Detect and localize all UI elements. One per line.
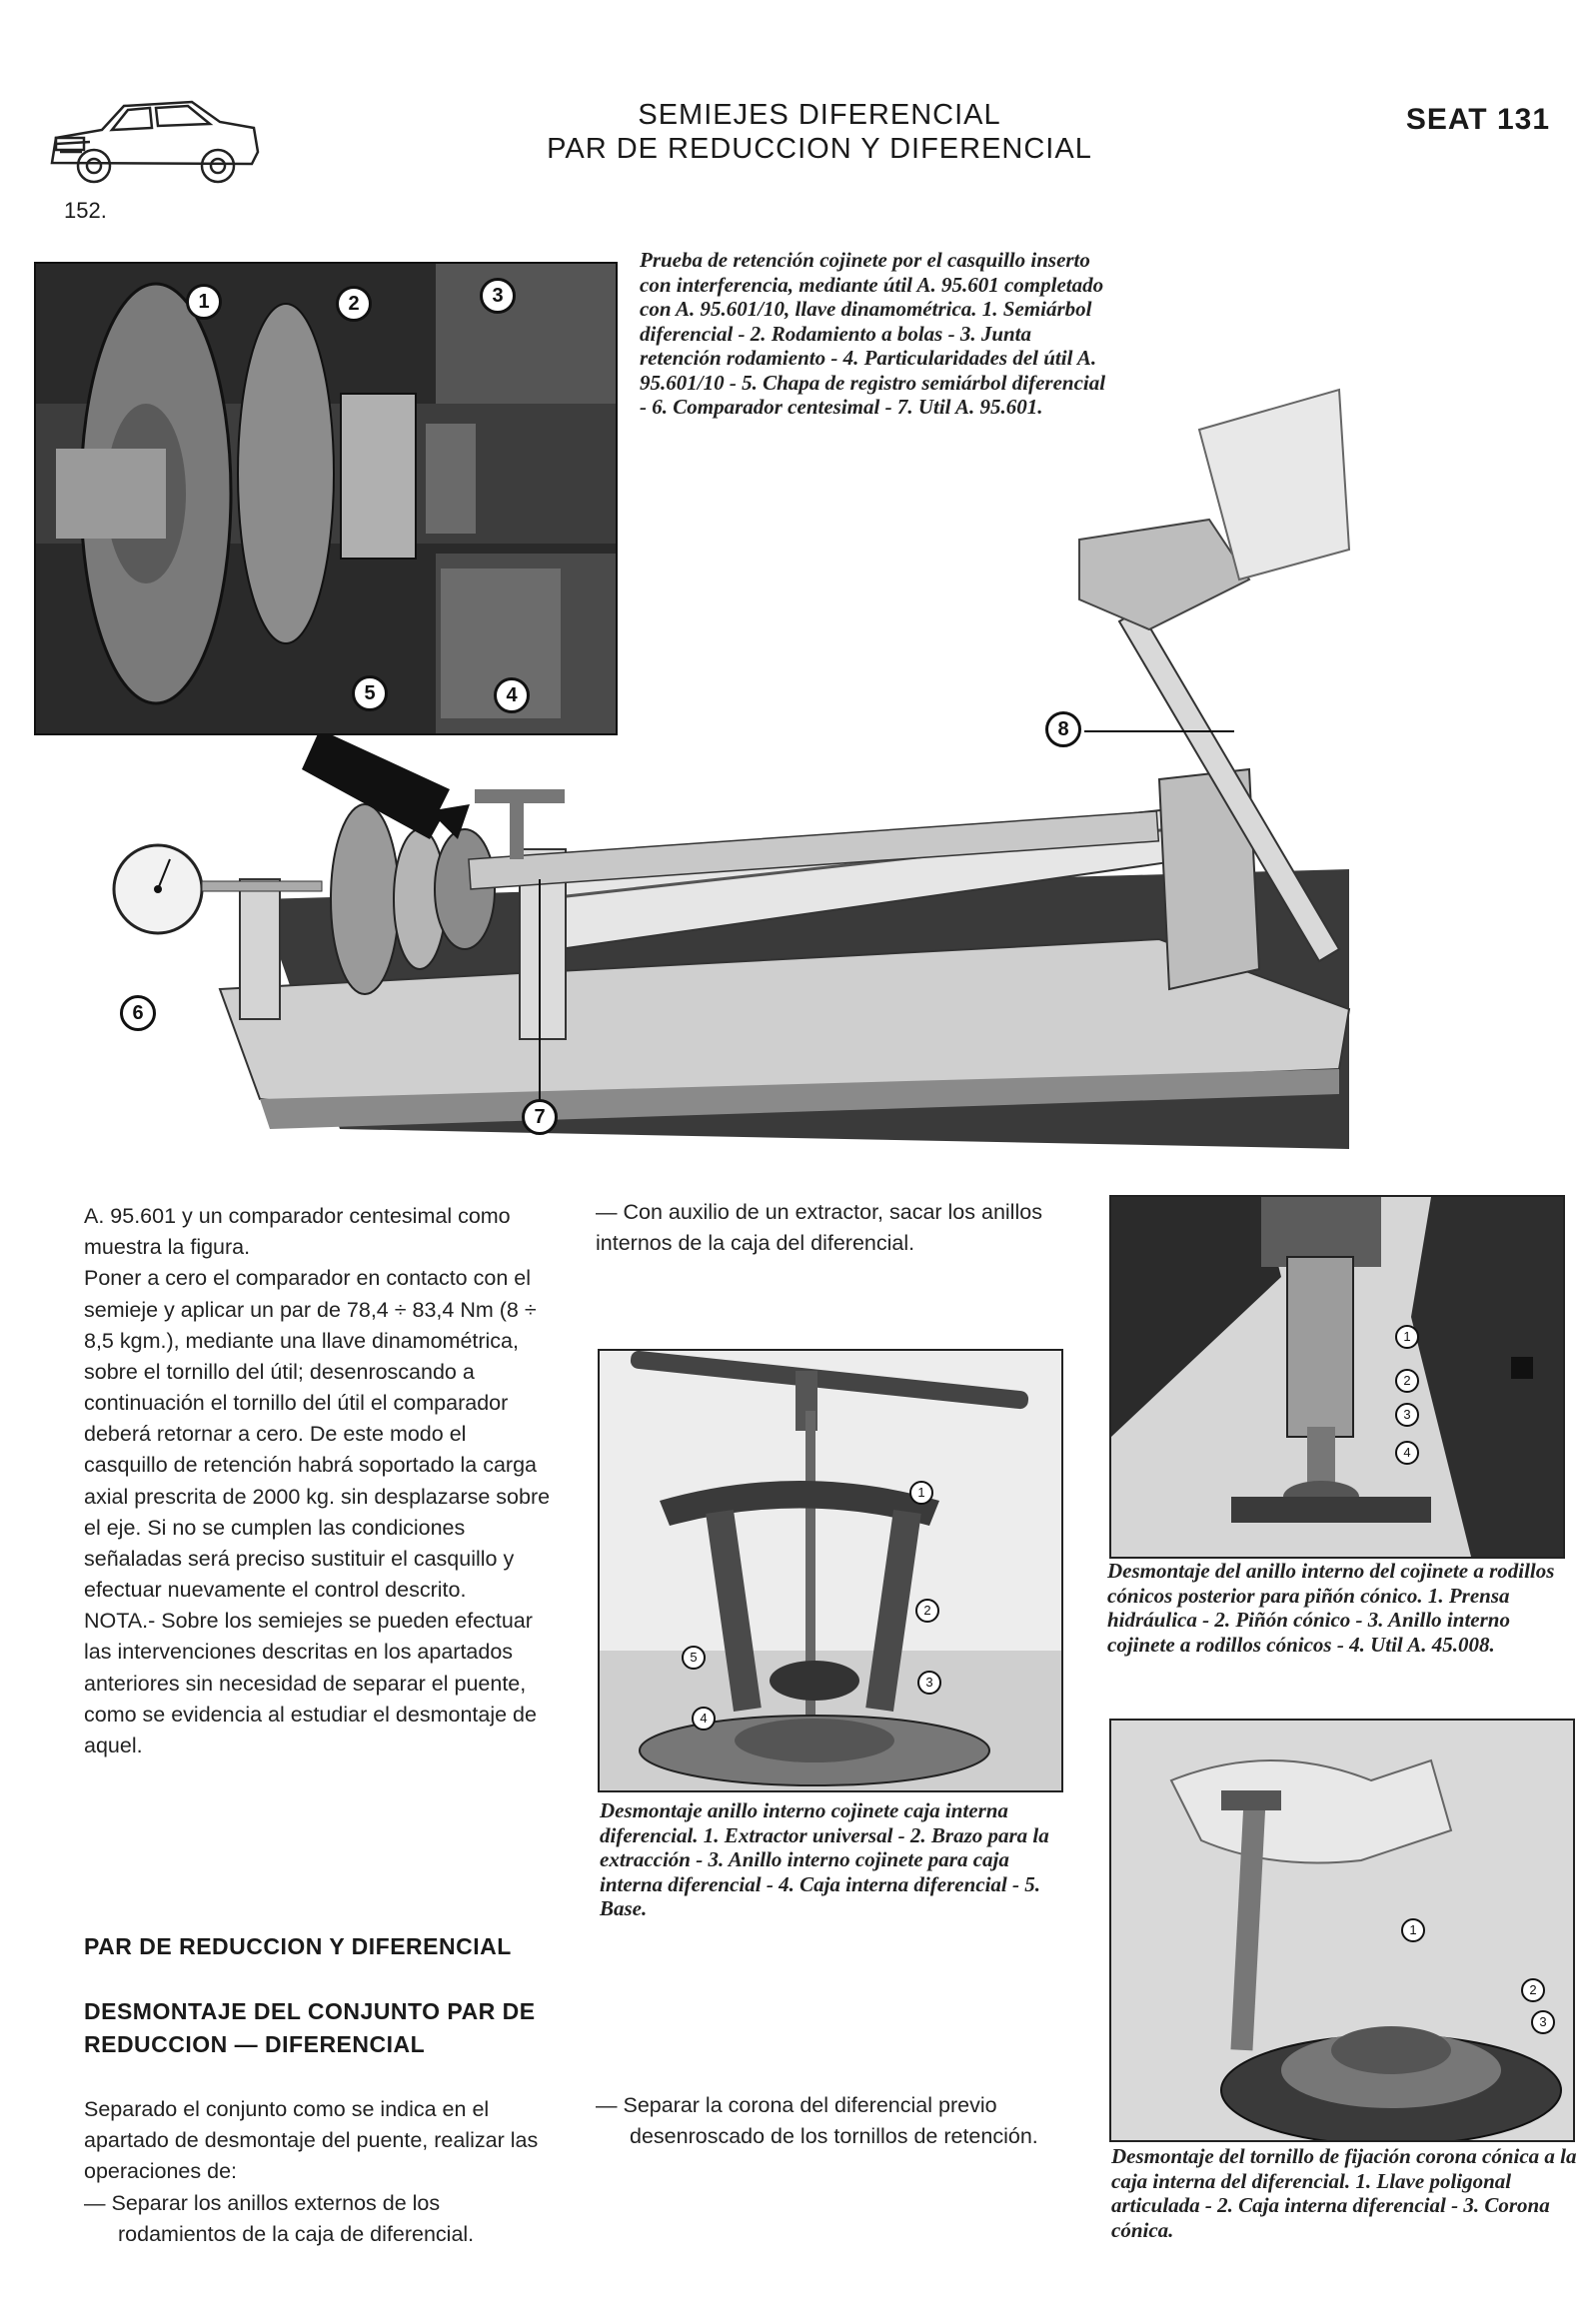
left-column-lower: [84, 2094, 556, 2250]
press-callout-2: 2: [1395, 1369, 1419, 1393]
vehicle-model: SEAT 131: [1405, 103, 1550, 136]
press-callout-1: 1: [1395, 1325, 1419, 1349]
section-heading-2: DESMONTAJE DEL CONJUNTO PAR DE REDUCCION — DIFERENCIAL: [84, 1998, 536, 2057]
wrench-callout-3: 3: [1531, 2010, 1555, 2034]
callout-5: 5: [352, 675, 388, 711]
extractor-callout-4: 4: [692, 1707, 716, 1731]
title-line-1: SEMIEJES DIFERENCIAL: [638, 99, 1001, 131]
wrench-callout-1: 1: [1401, 1918, 1425, 1942]
callout-8: 8: [1045, 711, 1081, 747]
bearing-detail-illustration: [36, 264, 616, 733]
figure-wrench-photo: [1109, 1719, 1575, 2142]
figure-press-photo: [1109, 1195, 1565, 1559]
page-number: 152.: [64, 198, 107, 223]
press-callout-3: 3: [1395, 1403, 1419, 1427]
car-logo-icon: [42, 68, 272, 198]
extractor-callout-1: 1: [909, 1481, 933, 1505]
inset-photo-bearing-detail: [34, 262, 618, 735]
press-figure-caption: Desmontaje del anillo interno del cojinete a rodillos cónicos posterior para piñón cónico. 1. Prensa hidráulica - 2. Piñón cónico - 3. Anillo interno cojinete a rodillos cónicos - 4. Util A. 45.008.: [1107, 1559, 1555, 1657]
callout-3: 3: [480, 278, 516, 314]
left-bullet-1: — Separar los anillos externos de los rodamientos de la caja de diferencial.: [84, 2190, 475, 2246]
callout-2: 2: [336, 286, 372, 322]
callout-7: 7: [522, 1099, 558, 1135]
main-figure-caption: Prueba de retención cojinete por el casquillo inserto con interferencia, mediante útil A. 95.601 completado con A. 95.601/10, llave dinamométrica. 1. Semiárbol diferencial - 2. Rodamiento a bolas - 3. Junta retención rodamiento - 4. Particularidades del útil A. 95.601/10 - 5. Chapa de registro semiárbol diferencial - 6. Comparador centesimal - 7. Util A. 95.601.: [640, 248, 1106, 420]
wrench-figure-caption: Desmontaje del tornillo de fijación corona cónica a la caja interna del diferencial. 1. Llave poligonal articulada - 2. Caja interna diferencial - 3. Corona cónica.: [1111, 2144, 1577, 2242]
extractor-figure-caption: Desmontaje anillo interno cojinete caja interna diferencial. 1. Extractor universal - 2. Brazo para la extracción - 3. Anillo interno cojinete para caja interna diferencial - 4. Caja interna diferencial - 5. Base.: [600, 1798, 1049, 1921]
extractor-callout-3: 3: [917, 1671, 941, 1695]
extractor-callout-5: 5: [682, 1646, 706, 1670]
left-para-2: Poner a cero el comparador en contacto con el semieje y aplicar un par de 78,4 ÷ 83,4 Nm (8 ÷ 8,5 kgm.), mediante una llave dinamométrica, sobre el tornillo del útil; desenroscando a continuación el tornillo del útil el comparador deberá retornar a cero. De este modo el casquillo de retención habrá soportado la carga axial prescrita de 2000 kg. sin desplazarse sobre el eje. Si no se cumplen las condiciones señaladas será preciso sustituir el casquillo y efectuar nuevamente el control descrito.: [84, 1266, 551, 1603]
figure-extractor-photo: [598, 1349, 1063, 1792]
page-title: [420, 98, 1219, 166]
extractor-callout-2: 2: [915, 1599, 939, 1623]
callout-6: 6: [120, 995, 156, 1031]
callout-1: 1: [186, 284, 222, 320]
callout-4: 4: [494, 677, 530, 713]
title-line-2: PAR DE REDUCCION Y DIFERENCIAL: [547, 133, 1092, 166]
left-para-1: A. 95.601 y un comparador centesimal como muestra la figura.: [84, 1204, 511, 1260]
middle-bullet-2: — Separar la corona del diferencial previo desenroscado de los tornillos de retención.: [596, 2093, 1038, 2149]
press-callout-4: 4: [1395, 1441, 1419, 1465]
left-para-3-nota: NOTA.- Sobre los semiejes se pueden efectuar las intervenciones descritas en los apartados anteriores sin necesidad de separar el puente, como se evidencia al estudiar el desmontaje de aquel.: [84, 1609, 537, 1757]
left-para-4: Separado el conjunto como se indica en el apartado de desmontaje del puente, realizar las operaciones de:: [84, 2097, 539, 2184]
middle-bullet-1: — Con auxilio de un extractor, sacar los anillos internos de la caja del diferencial.: [596, 1200, 1042, 1256]
left-column: [84, 1201, 556, 1761]
section-heading-1: PAR DE REDUCCION Y DIFERENCIAL: [84, 1933, 512, 1959]
wrench-callout-2: 2: [1521, 1978, 1545, 2002]
hydraulic-press-illustration: [1111, 1197, 1563, 1557]
wrench-illustration: [1111, 1721, 1573, 2140]
extractor-illustration: [600, 1351, 1061, 1790]
